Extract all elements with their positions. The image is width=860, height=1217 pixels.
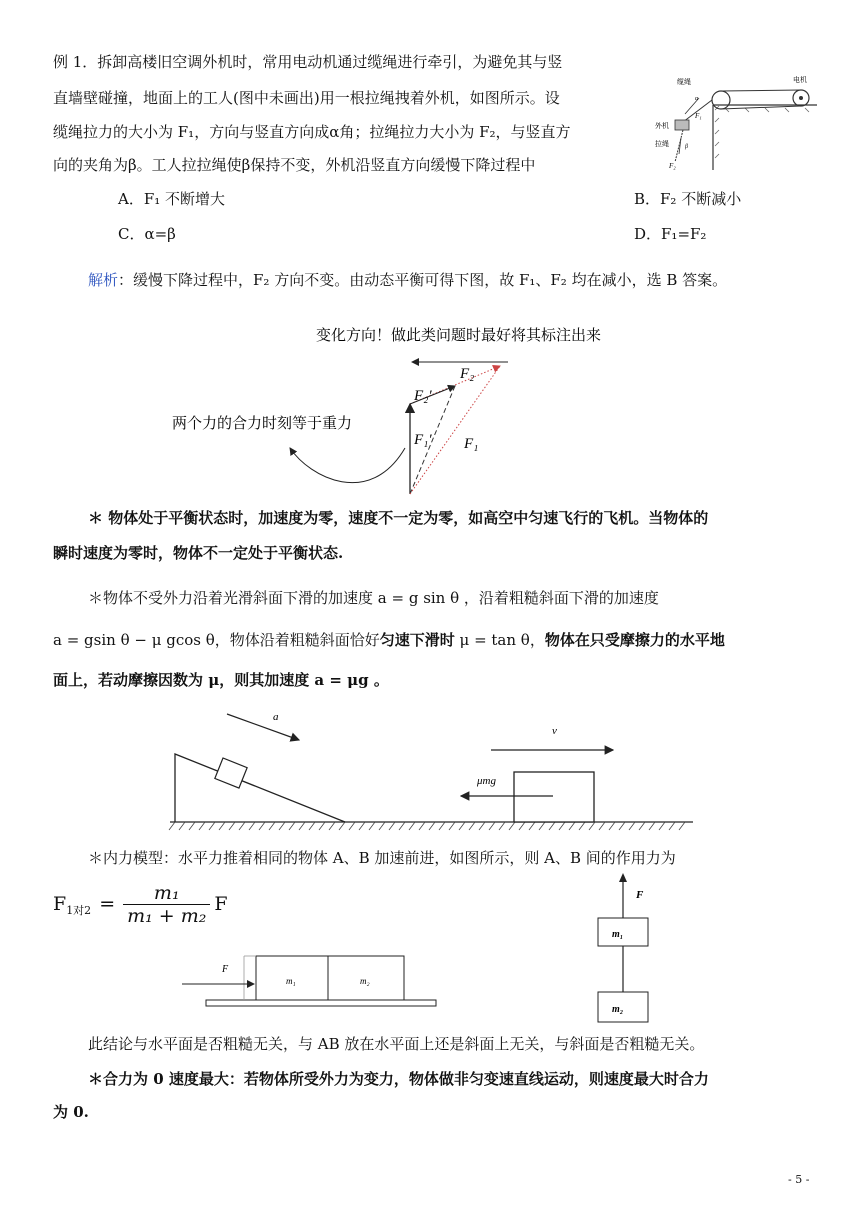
push-force-label: F — [222, 964, 229, 975]
f1-vector-label: F₁ — [464, 436, 479, 452]
option-b: B．F₂ 不断减小 — [634, 190, 742, 208]
block-m2-label: m₂ — [360, 976, 370, 986]
formula-rhs: F — [214, 893, 228, 915]
example-line-3: 缆绳拉力的大小为 F₁，方向与竖直方向成α角；拉绳拉力大小为 F₂，与竖直方 — [53, 123, 571, 141]
note-equilibrium-2: 瞬时速度为零时，物体不一定处于平衡状态. — [53, 544, 344, 562]
figure-blocks-pushed — [178, 950, 443, 1010]
change-direction-note: 变化方向！做此类问题时最好将其标注出来 — [316, 326, 602, 344]
cable-label: 缆绳 — [677, 78, 691, 86]
formula-denominator: m₁ + m₂ — [123, 904, 210, 927]
option-c: C．α=β — [118, 225, 176, 243]
resultant-note: 两个力的合力时刻等于重力 — [172, 414, 353, 432]
f1-prime-label: F₁′ — [414, 432, 432, 448]
analysis-line — [88, 270, 727, 290]
f1-label: F₁ — [695, 112, 702, 120]
example-line-2: 直墙壁碰撞，地面上的工人(图中未画出)用一根拉绳拽着外机，如图所示。设 — [53, 89, 560, 107]
hang-m2-label: m₂ — [612, 1004, 624, 1015]
incline-formula: a = gsin θ − μ gcos θ，物体沿着粗糙斜面恰好 — [53, 631, 380, 649]
analysis-label: 解析 — [88, 271, 119, 289]
page-number: - 5 - — [788, 1173, 810, 1186]
note-internal-force: ＊内力模型：水平力推着相同的物体 A、B 加速前进，如图所示，则 A、B 间的作用力为 — [88, 849, 676, 867]
internal-force-formula — [53, 878, 228, 930]
incline-friction: 物体在只受摩擦力的水平地 — [544, 631, 725, 649]
note-incline-1: ＊物体不受外力沿着光滑斜面下滑的加速度 a = g sin θ ，沿着粗糙斜面下滑的加速度 — [88, 589, 659, 607]
unit-label: 外机 — [655, 122, 669, 130]
note-max-velocity-1: ＊合力为 0 速度最大：若物体所受外力为变力，物体做非匀变速直线运动，则速度最大时合力 — [88, 1070, 709, 1088]
note-max-velocity-2: 为 0. — [53, 1103, 89, 1121]
note-conclusion: 此结论与水平面是否粗糙无关，与 AB 放在水平面上还是斜面上无关，与斜面是否粗糙无关。 — [88, 1035, 705, 1053]
option-d: D．F₁=F₂ — [634, 225, 707, 243]
figure-incline-block — [165, 706, 697, 836]
block-m1-label: m₁ — [286, 976, 296, 986]
velocity-label: v — [552, 725, 557, 737]
figure-force-triangle — [160, 318, 680, 503]
alpha-label: α — [695, 96, 699, 102]
accel-label: a — [273, 711, 279, 723]
figure-blocks-hanging — [590, 870, 660, 1026]
lift-force-label: F — [636, 889, 644, 901]
f2-prime-label: F₂′ — [414, 388, 432, 404]
figure-cable-motor — [655, 70, 825, 175]
formula-eq: = — [99, 893, 116, 915]
example-line-4: 向的夹角为β。工人拉拉绳使β保持不变，外机沿竖直方向缓慢下降过程中 — [53, 156, 536, 174]
formula-lhs: F — [53, 893, 67, 915]
formula-numerator: m₁ — [153, 881, 180, 904]
example-line-1: 例 1．拆卸高楼旧空调外机时，常用电动机通过缆绳进行牵引，为避免其与竖 — [53, 53, 563, 71]
f2-label: F₂ — [669, 162, 676, 170]
note-equilibrium-1: ＊ 物体处于平衡状态时，加速度为零，速度不一定为零，如高空中匀速飞行的飞机。当物体的 — [88, 509, 709, 527]
note-incline-3: 面上，若动摩擦因数为 μ，则其加速度 a = μg 。 — [53, 671, 389, 689]
formula-sub: 1对2 — [66, 904, 92, 917]
formula-fraction — [123, 882, 210, 927]
incline-uniform: 匀速下滑时 — [379, 631, 455, 649]
motor-label: 电机 — [793, 76, 807, 84]
option-a: A．F₁ 不断增大 — [118, 190, 226, 208]
friction-label: μmg — [477, 775, 496, 787]
note-incline-2 — [53, 630, 725, 650]
rope-label: 拉绳 — [655, 140, 669, 148]
f2-vector-label: F₂ — [460, 366, 475, 382]
analysis-text: ：缓慢下降过程中，F₂ 方向不变。由动态平衡可得下图，故 F₁、F₂ 均在减小，选 B 答案。 — [118, 271, 728, 289]
incline-tan: μ = tan θ， — [454, 631, 545, 649]
beta-label: β — [685, 144, 688, 150]
hang-m1-label: m₁ — [612, 929, 624, 940]
